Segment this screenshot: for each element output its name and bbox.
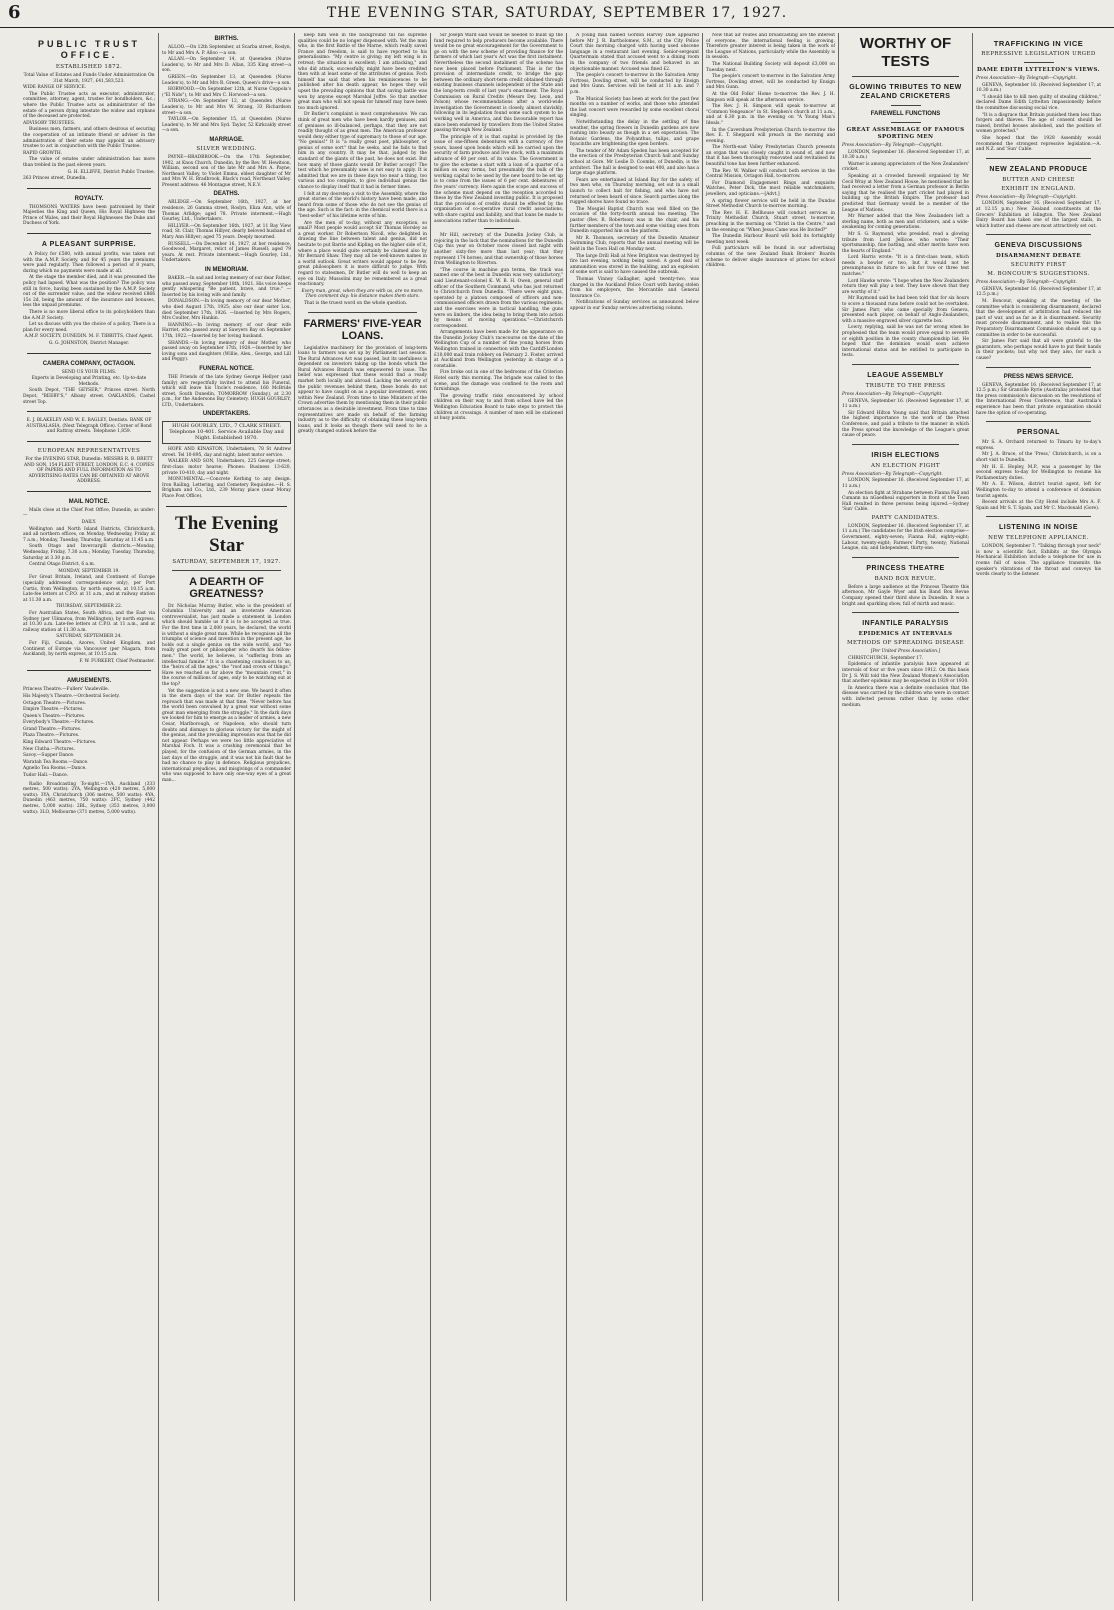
- news-paragraph: The Mosgiel Baptist Church was well filled on the occasion of the forty-fourth annual tea meeting. The pastor (Rev. R. Robertson) was in the chair, and his further members of the town and some visiting ones from Dunedin supported him on the platform.: [570, 206, 699, 235]
- leader-continued: That is the truest word on the whole question.: [304, 300, 408, 306]
- divider: [891, 105, 921, 106]
- nz-produce-subheading: BUTTER AND CHEESE: [1002, 176, 1075, 183]
- mail-line: F. W. FURKERT, Chief Postmaster.: [79, 658, 155, 664]
- surprise-line: G. G. JOHNSTON, District Manager.: [48, 340, 130, 346]
- births-heading: BIRTHS.: [214, 36, 239, 42]
- surprise-line: At the stage the member died, and it was presumed the policy had lapsed. What was the position? The policy was still in force, having been sustained by the A.M.P. Society out of the surrender value, and the widow received £866 15s 2d, being the amount of the insurance and bonuses, less the unpaid premiums.: [23, 275, 155, 309]
- princess-subheading: BAND BOX REVUE.: [874, 575, 937, 582]
- infantile-paragraph: CHRISTCHURCH, September 17.: [848, 655, 924, 661]
- news-paragraph: The North-east Valley Presbyterian Church presents an organ that was closely caught in sound of, and now that it has been thoroughly renovated and revitalised its beautiful tone has been further enhanced.: [706, 145, 835, 168]
- trafficking-paragraph: "I should like to kill men guilty of stealing children," declared Dame Edith Lyttelton impassionedly before the committee discussing social vice.: [976, 94, 1101, 111]
- column-2: [158, 33, 294, 1601]
- irish-paragraph: An election fight at Strabane between Fianna Fail and Cumann na nGaedheal supporters in front of the Town Hall resulted in three persons being injured.—Sydney 'Sun' Cable.: [842, 490, 969, 513]
- pto-line: ADVISORY TRUSTEES.: [23, 120, 76, 126]
- press-byline: Press Association—By Telegraph—Copyright.: [976, 76, 1077, 81]
- divider: [1024, 62, 1054, 63]
- divider: [852, 76, 959, 77]
- memoriam-notice: BAKER.—In sad and loving memory of our dear Father, who passed away, September 18th, 1921. His voice keeps gently whispering "Be patient, brave, and true." —Inserted by his loving wife and family.: [162, 276, 291, 298]
- news-paragraph: Mr Hill, secretary of the Dunedin Jockey Club, is rejoicing in the luck that the nominations for the Dunedin Cup this year on October races closed last night with another sixty-five more than last year; that they represent 174 horses; and that ownership of those horses from Wellington to Riverton.: [434, 233, 563, 267]
- pto-line: RAPID GROWTH.: [23, 150, 63, 156]
- infantile-paragraph: Epidemics of infantile paralysis have appeared at intervals of four or five years since 1912. On this basis Dr J. S. Will told the New Zealand Women's Association that another epidemic may be expected in 1929 or 1930.: [842, 662, 969, 685]
- cricket-paragraph: Lord Hawke wrote: "I hope when the New Zealanders return they will play a test. They have shown that they are worthy of it.": [842, 278, 969, 295]
- news-paragraph: The Rev. J. H. Simpson will speak to-morrow at "Common Vengeance" in St. Stephen's church at 11 a.m., and at 6.30 p.m. in the evening on "A Young Man's Ideals.": [706, 104, 835, 126]
- editorial-date: SATURDAY, SEPTEMBER 17, 1927.: [172, 558, 281, 565]
- amusement-item: Princess Theatre.—Fullers' Vaudeville.: [23, 687, 110, 693]
- euro-heading: EUROPEAN REPRESENTATIVES: [37, 447, 141, 454]
- divider: [27, 353, 151, 354]
- amusement-item: Empire Theatre.—Pictures.: [23, 707, 84, 713]
- trafficking-subheading: REPRESSIVE LEGISLATION URGED: [981, 51, 1096, 57]
- news-paragraph: A spring flower service will be held in the Dundas Street Methodist Church to-morrow morning.: [706, 198, 835, 210]
- news-paragraph: Notwithstanding the delay in the settling of fine weather, the spring flowers in Dunedin gardens are now rushing into beauty as though in a set expectation. The Botanic Gardens, the Polyanthus, tulips, and grape hyacinths are brightening the open borders.: [570, 119, 699, 148]
- amusement-item: Savoy.—Supper Dance.: [23, 753, 75, 759]
- column-7: [838, 33, 972, 1601]
- cricket-paragraph: LONDON, September 16. (Received September 17, at 10.30 a.m.): [842, 149, 969, 161]
- divider: [986, 516, 1091, 517]
- column-6: [702, 33, 838, 1601]
- party-heading: PARTY CANDIDATES.: [871, 514, 940, 521]
- irish-paragraph: LONDON, September 16. (Received September 17, at 11 a.m.): [842, 478, 969, 489]
- press-byline: Press Association—By Telegraph—Copyright.: [842, 391, 943, 397]
- death-notice: RUSSELL.—On December 16, 1927, at her residence, Goodwood, Margaret, relict of James Russell; aged 79 years. At rest. Private interment.—Hugh Gourley, Ltd., Undertakers.: [162, 241, 291, 264]
- death-notice: HILLYER.—On September 16th, 1927, at 11 Bay View road, St. Clair, Thomas Hillyer, dearly beloved husband of Mary Ann Hillyer; aged 75 years. Deeply mourned.: [162, 223, 291, 241]
- divider: [27, 670, 151, 671]
- news-paragraph: At the Old Folks' Home to-morrow the Rev. J. H. Simpson will speak at the afternoon service.: [706, 91, 835, 103]
- amusement-item: Agnello Tea Rooms.—Dance.: [23, 766, 87, 772]
- news-paragraph: Thomas Vinney Gallagher, aged twenty-two, was charged in the Auckland Police Court with having stolen from his employers, the Mercantile and General Insurance Co.: [570, 276, 699, 299]
- newspaper-columns: [20, 33, 1104, 1601]
- news-paragraph: "The course in machine gun terms, the track was named one of the best in Dunedin was very satisfactory," said Lieutenant-colonel K. W. B. H. Owen, general staff officer of the Southern Command, who has just returned to Christchurch from Dunedin. "There were eight guns, operated by a platoon composed of officers and non-commissioned officers drawn from the various regiments, and the exercises were in tactical handling, the guns were on limbers, the idea being to bring them into action by means of moving operations."—Christchurch correspondent.: [434, 267, 563, 329]
- divider: [27, 411, 151, 412]
- column-8: [972, 33, 1104, 1601]
- news-paragraph: A young man named Gordon Harvey Dale appeared before Mr J. R. Bartholomew, S.M., at the City Police Court this morning charged with having used obscene language in a restaurant last evening. Senior-sergeant Quartermain stated that accused went to a dining room in the company of two friends and behaved in an objectionable manner. Accused was fined £2.: [570, 33, 699, 72]
- cricket-paragraph: Warner is among appreciators of the New Zealanders' cricket.: [842, 161, 969, 173]
- camera-line: SEND US YOUR FILMS.: [61, 369, 117, 375]
- press-byline: Press Association—By Telegraph—Copyright.: [842, 143, 943, 148]
- news-paragraph: The people's concert to-morrow in the Salvation Army Fortress, Dowling street, will be conducted by Ensign and Mrs Gunn.: [706, 74, 835, 91]
- marriage-notice: PAYNE—BRADBROOK.—On the 17th September, 1902, at Knox Church, Dunedin, by the Rev. W. Hewitson, William, second son of the late Mr and Mrs A. Payne, Northeast Valley, to Violet Emma, eldest daughter of Mr and Mrs W. H. Bradbrook, Black's road, Northeast Valley. Present address: 46 Montague street, N.E.V.: [162, 154, 291, 188]
- leader-continued: I felt at my doorstep a visit to the Assembly, where the great stories of the world's history have been made, and heard from some of those who do not see the genius of the age. Such is the fact: in the chemical world there is a "best-seller" of his lifetime write of him.: [298, 191, 427, 219]
- cricket-paragraph: Speaking at a crowded farewell organised by Mr Cecil Wray at New Zealand House, he mentioned that he had received a letter from a German professor in Berlin saying that he realised the part cricket had played in building up the British Empire. The professor had predicted that Germany would be a member of the League of Nations.: [842, 173, 969, 213]
- press-byline: Press Association—By Telegraph—Copyright.: [842, 471, 943, 477]
- geneva-subheading: DISARMAMENT DEBATE: [996, 253, 1081, 260]
- leader-paragraph: Yet the suggestion is not a new one. We heard it often in the stern days of the war. Dr Butler repeats the reproach that was made at that time. "Never before has the world been convulsed by a great war without some great man emerging from the struggle." In the dark days we looked for him to emerge as a leader of armies, a new Cesar, Marlborough, or Napoleon, who should turn doubts and dismays to glorious victory for the might of the genius, and the prevailing impression was that he did not appear. Perhaps we were too little appreciative of Marshal Foch. It was a crushing ceremonial that he played, for the confusion of the German armies, in the last days of the struggle, and it was not his fault that he had no chance to play in defence. Religious prejudices, international prejudices, and misgivings of a commander who was supposed to have only one-way eyes of a great man...: [162, 688, 291, 783]
- personal-paragraph: Mr H. E. Hopley, M.P., was a passenger by the second express to-day for Wellington to resume his Parliamentary duties.: [976, 464, 1101, 481]
- league-subheading: TRIBUTE TO THE PRESS: [865, 382, 946, 389]
- cricket-paragraph: Mr S. G. Raymond, who presided, read a glowing tribute from Lord Jellicoe, who wrote: "Their sportsmanship, fine batting, and other merits have won the hearts of England.": [842, 231, 969, 254]
- gourley-ad: HUGH GOURLEY, LTD., 7 CLARK STREET. Telephone 10-401. Service Available Day and Night. Established 1870.: [162, 421, 291, 444]
- nz-produce-paragraph: LONDON, September 16. (Received September 17, at 12.15 p.m.) New Zealand constituents at the Grocers' Exhibition at Islington. The New Zealand Dairy Board has taken one of the largest stalls, in which butter and cheese are most attractively set out.: [976, 201, 1101, 229]
- news-paragraph: The Rev. H. E. Bellhouse will conduct services in Trinity Methodist Church, Stuart street, to-morrow, preaching in the morning on "Christ in the Centre," and in the evening on "When Jesus Came was He Invited?": [706, 210, 835, 233]
- listening-subheading: NEW TELEPHONE APPLIANCE.: [988, 535, 1089, 542]
- camera-line: South Depot, "THE GEYSER," Princes street. North Depot, "BEEBY'S," Albany street. OAKLANDS, Cashel street Top.: [23, 388, 155, 405]
- news-paragraph: Fears are entertained at Island Bay for the safety of two men who, on Thursday morning, set out in a small launch to collect bait for fishing, and who have not returned or been heard of since. Search parties along the rugged shores have found no trace.: [570, 177, 699, 206]
- mail-line: For Great Britain, Ireland, and Continent of Europe (specially addressed correspondence only), per Port Curtis, from Wellington, by north express, at 10.15 a.m. Late-fee letters at C.P.O. at 11 a.m., and at railway station at 11.30 a.m.: [23, 575, 155, 603]
- listening-heading: LISTENING IN NOISE: [998, 524, 1078, 532]
- leader-continued: Are the men of to-day, without any exception, so small? Most people would accept Sir Thomas Horsley as a great worker. Dr Robertson Nicoll, who delighted in drawing the line between talent and genius, did not hesitate to put Barrie and Kipling on the higher side of it, where a place would quite certainly be claimed also by Mr Bernard Shaw. They may all be well-known names in a world outlook. Great writers would appear to be few, great philosophers it is more difficult to judge. With regard to statesmen, Dr Butler will do well to keep an eye on Italy. Mussolini may be remembered as a great reactionary.: [298, 220, 427, 288]
- personal-paragraph: Mr J. A. Bruce, of the 'Press,' Christchurch, is on a short visit to Dunedin.: [976, 452, 1101, 463]
- amusement-item: King Edward Theatre.—Pictures.: [23, 740, 97, 746]
- geneva-subheading-3: M. BONCOUR'S SUGGESTIONS.: [987, 271, 1090, 278]
- leader-continued: Every man, great, when they are with us, are no more. Then comment day: his distance makes them stars.: [301, 288, 424, 300]
- trafficking-paragraph: GENEVA, September 16. (Received September 17, at 10.30 a.m.): [976, 82, 1101, 94]
- geneva-subheading-2: SECURITY FIRST: [1010, 262, 1067, 269]
- deaths-heading: DEATHS.: [213, 191, 240, 198]
- column-3: [294, 33, 430, 1601]
- divider: [172, 570, 281, 571]
- amusement-item: New Clutha.—Pictures.: [23, 746, 75, 752]
- personal-paragraph: Recent arrivals at the City Hotel include Mrs A. F. Spain and Mr S. T. Spain, and Mr C. Macdonald (Gore).: [976, 500, 1101, 511]
- news-paragraph: The growing traffic risks encountered by school children on their way to and from school have led the Wellington Education Board to take steps to protect the children at crossings. A number of men will be stationed at busy points.: [434, 393, 563, 422]
- divider: [484, 228, 514, 229]
- memoriam-notice: DONALDSON.—In loving memory of our dear Mother, who died August 17th, 1925; also our dear sister Lou, died September 17th, 1926. —Inserted by Mrs Rogers, Mrs Coulter, Mrs Hankin.: [162, 299, 291, 322]
- geneva-heading: GENEVA DISCUSSIONS: [994, 242, 1083, 250]
- mail-heading: MAIL NOTICE.: [68, 498, 110, 505]
- geneva-paragraph: GENEVA, September 16. (Received September 17, at 12.5 p.m.): [976, 286, 1101, 298]
- amusement-item: His Majesty's Theatre.—Orchestral Society.: [23, 693, 120, 699]
- mail-line: For Australian States, South Africa, and the East via Sydney (per Ulimaroa, from Wellington), by north express, at 10.30 a.m. Late-fee letters at C.P.O. at 11 a.m., and at railway station at 11.30 a.m.: [23, 610, 155, 633]
- editorial-banner: The Evening Star: [175, 512, 278, 556]
- news-paragraph: Fire broke out in one of the bedrooms of the Criterion Hotel early this morning. The brigade was called to the scene, and the damage was confined to the room and furnishings.: [434, 370, 563, 393]
- infantile-subheading: EPIDEMICS AT INTERVALS: [858, 631, 953, 638]
- memoriam-notice: SHANDS.—In loving memory of dear Mother, who passed away on September 17th, 1928.—Inserted by her loving sons and daughters (Willie, Alex., George, and Lill and Peggy).: [162, 340, 291, 363]
- funeral-heading: FUNERAL NOTICE.: [199, 365, 254, 372]
- divider: [986, 421, 1091, 422]
- press-byline: Press Association—By Telegraph—Copyright.: [976, 280, 1077, 286]
- pto-line: WIDE RANGE OF SERVICE.: [23, 85, 87, 91]
- birth-notice: TAYLOR.—On September 15, at Queenden (Nurse Leaden's), to Mr and Mrs Syd. Taylor, 52 Kirkcaldy street—a son.: [162, 117, 291, 134]
- column-1: [20, 33, 158, 1601]
- divider: [986, 367, 1091, 368]
- birth-notice: GREEN.—On September 13, at Queenden (Nurse Leaden's), to Mr and Mrs R. Green, Queen's drive—a son.: [162, 74, 291, 86]
- mail-line: MONDAY, SEPTEMBER 19.: [58, 568, 120, 574]
- divider: [308, 312, 417, 313]
- pto-line: Total Value of Estates and Funds Under Administration On 31st March, 1927, £41,583,523.: [23, 73, 155, 84]
- camera-heading: CAMERA COMPANY, OCTAGON.: [42, 360, 136, 367]
- surprise-line: A Policy for £500, with annual profits, was taken out with the A.M.P. Society, and for 45 years the premiums were paid regularly. Then followed a period of 8 years, during which no payments were made at all.: [23, 252, 155, 274]
- farewell-subheading: FAREWELL FUNCTIONS: [870, 111, 941, 117]
- cricket-paragraph: Mr Raymond said he had been told that for six hours to score a thousand runs before could not be overtaken. Sir James Parr, who came specially from Geneva, presented each player, on behalf of Anglo-Zealanders, with a massive engraved silver cigarette box.: [842, 296, 969, 324]
- birth-notice: HORWOOD.—On September 12th, at Nurse Coppola's ("El Nido"), to Mr and Mrs C. Horwood—a son.: [162, 87, 291, 98]
- news-paragraph: For Diamond Engagement Rings and exquisite Watches, Peter Dick, the most reliable watchmakers, jewellers, and opticians.—[Advt.]: [706, 180, 835, 198]
- amusements-heading: AMUSEMENTS.: [66, 678, 112, 685]
- mail-line: SATURDAY, SEPTEMBER 24.: [56, 634, 122, 640]
- news-paragraph: The Rev. W. Walker will conduct both services in the Central Mission, Octagon Hall, to-morrow.: [706, 168, 835, 180]
- mail-line: DAILY.: [81, 520, 97, 526]
- surprise-heading: A PLEASANT SURPRISE.: [41, 241, 137, 249]
- newspaper-title: THE EVENING STAR, SATURDAY, SEPTEMBER 17, 1927.: [326, 5, 788, 21]
- press-news-heading: PRESS NEWS SERVICE.: [1003, 373, 1074, 380]
- irish-subheading: AN ELECTION FIGHT: [871, 462, 940, 469]
- assemblage-subheading: GREAT ASSEMBLAGE OF FAMOUS SPORTING MEN: [846, 127, 965, 140]
- princess-heading: PRINCESS THEATRE: [866, 564, 945, 572]
- pto-line: G. H. ELLIFFE, District Public Trustee.: [67, 169, 155, 175]
- news-paragraph: Notifications of Sunday services as announced below appear in our Sunday services advertising column.: [570, 300, 699, 311]
- news-paragraph: The Dunedin Harbour Board will hold its fortnightly meeting next week.: [706, 234, 835, 245]
- pto-line: The value of estates under administration has more than trebled in the past eleven years.: [23, 157, 155, 168]
- league-paragraph: GENEVA, September 16. (Received September 17, at 11 a.m.): [842, 398, 969, 410]
- mail-line: Central Otago District, 6 a.m.: [29, 562, 96, 568]
- masthead: [0, 0, 1114, 28]
- cricket-paragraph: Lowry, replying, said he was not far wrong when he prophesied that the team would prove equal to seventh or eighth position in the county championship list. He hoped that the dominion would soon achieve international status and be entitled to participate in tests.: [842, 325, 969, 359]
- trafficking-paragraph: She hoped that the 1928 Assembly would recommend the strongest repressive legislation.—A. and N.Z. and 'Sun' Cable.: [976, 135, 1101, 153]
- farmers-loans-paragraph: Legislative machinery for the provision of long-term loans to farmers was set up by Parliament last session. The Rural Advances Act was passed, but its usefulness is dependent on investors taking up the bonds which the Rural Advances Branch was empowered to issue. The belief was expressed that these would find a ready market both locally and abroad. Lacking the security of the public revenues behind them, these bonds do not appear to have caught on as a popular investment, even within New Zealand. From time to time Ministers of the Crown advertise them by mentioning them in their public utterances as a desirable investment. From time to time representatives are made on behalf of the farming industry as to the difficulty of obtaining these long-term loans, and it looks as though there will need to be a greatly changed outlook before the: [298, 345, 427, 435]
- amusement-item: Waratah Tea Rooms.—Dance.: [23, 759, 89, 765]
- trafficking-heading: TRAFFICKING IN VICE: [993, 39, 1084, 48]
- pto-line: The Public Trustee acts as executor, administrator, committee, attorney, agent, trustee for bondholders, &c.; where the Public Trustee acts as administrator of the estate of a person dying intestate the widow and orphans of the deceased are protected.: [23, 91, 155, 120]
- surprise-line: A.M.P. SOCIETY, DUNEDIN. M. F. TIBBITTS, Chief Agent.: [24, 334, 154, 340]
- divider: [852, 364, 959, 365]
- league-heading: LEAGUE ASSEMBLY: [867, 371, 944, 379]
- birth-notice: STRANG.—On September 12, at Queenden (Nurse Leaden's), to Mr and Mrs W. Strang, 33 Richardson street—a son.: [162, 99, 291, 116]
- press-byline: Press Association—By Telegraph—Copyright.: [976, 194, 1077, 200]
- mail-line: Mails close at the Chief Post Office, Dunedin, as under:—: [23, 507, 155, 519]
- divider: [166, 506, 287, 507]
- amusement-item: Tudor Hall.—Dance.: [23, 773, 69, 779]
- divider: [986, 158, 1091, 159]
- divider: [852, 612, 959, 613]
- nz-produce-heading: NEW ZEALAND PRODUCE: [989, 165, 1088, 173]
- irish-heading: IRISH ELECTIONS: [871, 451, 940, 459]
- walker-ad: WALKER AND SON, Undertakers, 225 George street; first-class motor hearse; Phones: Business 13-620, private 10-410, day and night.: [162, 459, 291, 476]
- monumental-ad: MONUMENTAL.—Concrete Kerbing to any design. Iron Railing, Lettering, and Cemetery Requisites.—H. S. Brigham and Co., Ltd., 239 Moray place (near Moray Place Post Office).: [162, 477, 291, 499]
- euro-body: For the EVENING STAR, Dunedin: MESSRS R. B. BRETT AND SON, 154 FLEET STREET, LONDON, E.C. 4. COPIES OF PAPERS AND FULL INFORMATION AS TO ADVERTISING RATES CAN BE OBTAINED AT ABOVE ADDRESS.: [24, 456, 154, 485]
- trafficking-subheading-2: DAME EDITH LYTTELTON'S VIEWS.: [977, 67, 1100, 73]
- funeral-notice: THE Friends of the late Sydney George Hellyer (and family) are respectfully invited to attend his Funeral, which will leave his Uncle's residence, 160 McBride street, South Dunedin, TOMORROW (Sunday), at 2.30 p.m., for the Andersons Bay Cemetery. HUGH GOURLEY, LTD., Undertakers.: [162, 374, 291, 408]
- personal-paragraph: Mr A. E. Wilson, district tourist agent, left for Wellington to-day to attend a conference of dominion tourist agents.: [976, 482, 1101, 499]
- nz-produce-subheading-2: EXHIBIT IN ENGLAND.: [1001, 185, 1076, 192]
- leader-continued: Dr Butler's complaint is most comprehensive. We can think of great men who have been hardly geniuses, and of geniuses so ill-balanced, perhaps, that they are not readily thought of as great men. The American professor would deny either type of supremacy to those of our age. "No genius!" It is "a really great poet, philosopher, or genius of some sort" that he seeks, and he fails to find him in any country. It may be that, judged by the standard of the giants of the past, he does not exist. But how many of those giants would Dr Butler accept? The test which he presumably uses is not easy to apply. It is admitted that we are in these days too near a thing, too various and too complex, to give individual genius the chance to display itself that it had in former times.: [298, 112, 427, 191]
- divider: [27, 233, 151, 234]
- news-paragraph: Mr R. Thomson, secretary of the Dunedin Amateur Swimming Club, reports that the annual meeting will be held in the Town Hall on Monday next.: [570, 235, 699, 252]
- geneva-paragraph: M. Boncour, speaking at the meeting of the committee which is considering disarmament, declared that the development of arbitration had reduced the pact of war, and as far as it is disarmament. Security must precede disarmament, and to realise this the Preparatory Disarmament Commission should set up a committee in order to be successful.: [976, 299, 1101, 338]
- cricket-paragraph: Mr Warner added that the New Zealanders left a sterling name, both as men and cricketers, and a wide-awakening for coming generations.: [842, 214, 969, 231]
- hope-ad: HOPE AND KINASTON, Undertakers, 78 St Andrew street. Tel 10-895, day and night; latest motor service.: [162, 447, 291, 458]
- news-paragraph: Full particulars will be found in our advertising columns of the new Zealand Bank Brokers' Boards scheme to deliver single insurance of prizes for school children.: [706, 246, 835, 269]
- farmers-loans-heading: FARMERS' FIVE-YEAR LOANS.: [303, 317, 422, 342]
- marriage-heading: MARRIAGE.: [209, 136, 244, 143]
- league-paragraph: Sir Edward Hilton Young said that Britain attached the highest importance to the work of the Press Conference, and paid a tribute to the manner in which the Press spread the knowledge of the League's great cause of peace.: [842, 410, 969, 439]
- amusement-item: Plaza Theatre.—Pictures.: [23, 733, 80, 739]
- divider: [27, 491, 151, 492]
- amusement-item: Octagon Theatre.—Pictures.: [23, 700, 87, 706]
- royalty-body: THOMSONS WATERS have been patronised by their Majesties the King and Queen, His Royal Highness the Prince of Wales, and their Royal Highnesses the Duke and Duchess of York.: [23, 204, 155, 227]
- party-paragraph: LONDON, September 16. (Received September 17, at 11 a.m.) The candidates for the Irish election comprise—Government, eighty-seven; Fianna Fail, eighty-eight; Labour, twenty-eight; Farmers' Party, twenty; National League, six; and Independent, thirty-one.: [842, 523, 969, 552]
- amusement-item: Everybody's Theatre.—Pictures.: [23, 720, 95, 726]
- amusement-item: Grand Theatre.—Pictures.: [23, 726, 82, 732]
- pto-line: Business men, farmers, and others desirous of securing the cooperation of an intimate friend or adviser in the administration of their estate may appoint an advisory trustee to act in conjunction with the Public Trustee.: [23, 127, 155, 150]
- news-paragraph: In the Caversham Presbyterian Church to-morrow the Rev. E. T. Sheppard will preach in the morning and evening.: [706, 127, 835, 144]
- cricket-paragraph: Lord Harris wrote: "It is a first-class team, which needs a bowler or two, but it would not be presumptuous in future to ask for two or three test matches.": [842, 255, 969, 278]
- public-trust-established: ESTABLISHED 1872.: [55, 64, 123, 70]
- personal-heading: PERSONAL: [1017, 429, 1060, 437]
- trafficking-paragraph: "It is a disgrace that Britain punished them less than forgers and thieves. The age of consent should be raised, brothel houses abolished, and the position of women protected.": [976, 112, 1101, 135]
- undertakers-heading: UNDERTAKERS.: [202, 411, 251, 418]
- memoriam-notice: HANNING.—In loving memory of our dear wife Harriet, who passed away at Sawyers Bay on September 17th, 1922.—Inserted by her loving husband.: [162, 322, 291, 339]
- mail-line: Wellington and North Island Districts, Christchurch, and all northern offices, on Monday, Wednesday, Friday at 7 a.m.; Monday, Tuesday, Thursday, Saturday at 11.45 a.m.: [23, 526, 155, 543]
- marriage-subheading: SILVER WEDDING.: [196, 145, 257, 152]
- geneva-paragraph: Sir James Parr said that all were grateful to the guarantors, who perhaps would have to put their hands in their pockets; but why not they also, for such a cause?: [976, 339, 1101, 361]
- divider: [27, 188, 151, 189]
- personal-paragraph: Mr S. A. Orchard returned to Timaru by to-day's express.: [976, 440, 1101, 451]
- mail-line: For Fiji, Canada, Azores, United Kingdom, and Continent of Europe via Vancouver (per Niagara, from Auckland), by north express, at 10.15 a.m.: [23, 640, 155, 658]
- news-paragraph: Sir Joseph Ward said would be needed to build up the fund required to help producers become available. There would be no great encouragement for the Government to go on with the new scheme of providing finance for the farmers of which last year's Act was the first instalment. Nevertheless the second instalment of the scheme has now been placed before Parliament. This is for the provision of intermediate credit, to bridge the gap between the ordinary short-term credit obtained through existing business channels independent of the State and the long-term credit of last year's enactment. The Royal Commission on Rural Credits (Messrs Dey, Leon, and Polson) whose recommendations after a world-wide investigation the Government is closely, almost slavishly, following in its legislation found some such system to be working well in America, and this favourable report has since been endorsed by travellers from the United States passing through New Zealand.: [434, 33, 563, 134]
- infantile-paragraph: In America there was a definite conclusion that the disease was carried by the children who were in contact with infected persons rather than by some other medium.: [842, 685, 969, 708]
- divider: [852, 444, 959, 445]
- princess-paragraph: Before a large audience at the Princess Theatre this afternoon, Mr Gayle Wyer and his Band Box Revue Company opened their third show in Dunedin. It was a bright and sparkling show, full of mirth and music.: [842, 584, 969, 607]
- listening-paragraph: LONDON, September 7. "Talking through your neck" is now a scientific fact. Exhibits at the Olympia Mechanical Exhibition include a telephone for use in rooms full of noise. The appliance transmits the speaker's vibrations of the throat and conveys his words clearly to the listener.: [976, 544, 1101, 578]
- camera-line: Experts in Developing and Printing, etc. Up-to-date Methods.: [31, 376, 147, 387]
- surprise-line: Let us discuss with you the choice of a policy. There is a plan for every need.: [23, 322, 155, 333]
- mail-line: THURSDAY, SEPTEMBER 22.: [55, 604, 123, 610]
- royalty-heading: ROYALTY.: [74, 195, 104, 202]
- death-notice: ARLIDGE.—On September 16th, 1927, at her residence, 26 Gamma street, Roslyn, Eliza Ann, wife of Thomas Arlidge; aged 78. Private interment.—Hugh Gourley, Ltd., Undertakers.: [162, 200, 291, 223]
- amusement-item: Queen's Theatre.—Pictures.: [23, 713, 86, 719]
- worthy-of-tests-heading: WORTHY OF TESTS: [859, 35, 952, 70]
- news-paragraph: The Musical Society has been at work for the past few months on a number of works, and those who attended the last concert were rewarded by some excellent choral singing.: [570, 96, 699, 119]
- news-paragraph: Now that air routes and broadcasting are the interest of everyone, the international feeling is growing. Therefore greater interest is being taken in the work of the League of Nations, particularly while the Assembly is in session.: [706, 33, 835, 61]
- news-paragraph: The principle of it is that capital is provided by the issue of one-fifteen debentures with a currency of five years, based upon bonds which will be carried upon the security of farm produce and live stock, with a maximum advance of 60 per cent. of its value. The Government is to give the scheme a start with a loan of a quarter of a million on easy terms, but presumably the bulk of the working capital to be used by the new board to be set up is to come from the issues of 6 per cent. debentures of five years' currency. Here again the scope and success of the scheme must depend on the reception accorded to these by the New Zealand investing public. It is proposed that the provision of credits should be effected by the organisation of co-operative rural credit associations, with share capital and liability, and that loans be made to associations rather than to individuals.: [434, 134, 563, 224]
- blakeley-ad: E. J. BLAKELEY AND W. E. BAGLEY, Dentists. BANK OF AUSTRALASIA, (Next Telegraph Office). Corner of Bond and Rattray streets. Telephone 1,859.: [26, 418, 152, 435]
- divider: [27, 441, 151, 442]
- press-byline: [Per United Press Association.]: [870, 649, 941, 655]
- worthy-subheading: GLOWING TRIBUTES TO NEW ZEALAND CRICKETERS: [849, 84, 962, 100]
- news-paragraph: Arrangements have been made for the appearance on the Dunedin Jockey Club's racecourse on the date of the Wellington Cup of a number of fine young horses from Wellington trained in connection with the Cardiff-London £10,000 mail train robbery on February 2. Foster, arrived at Auckland from Wellington yesterday in charge of a constable.: [434, 330, 563, 369]
- surprise-line: There is no more liberal office to its policyholders than the A.M.P. Society.: [23, 310, 155, 321]
- infantile-subheading-2: METHODS OF SPREADING DISEASE: [846, 640, 965, 647]
- pto-line: 263 Princes street, Dunedin.: [23, 176, 87, 182]
- news-paragraph: The people's concert to-morrow in the Salvation Army Fortress, Dowling street, will be conducted by Ensign and Mrs Gunn. Services will be held at 11 a.m. and 7 p.m.: [570, 73, 699, 95]
- birth-notice: ALLAN.—On September 14, at Queenden (Nurse Leaden's), to Mr and Mrs D. Allan, 335 King street—a son.: [162, 57, 291, 74]
- leader-heading: A DEARTH OF GREATNESS?: [189, 575, 264, 600]
- news-paragraph: The tender of Mr Adam Speden has been accepted for the erection of the Presbyterian Church hall and Sunday school at Gore. Mr Leslie D. Coombs, of Dunedin, is the architect. The hall is designed to seat 400, and also has a large stage platform.: [570, 148, 699, 177]
- memoriam-heading: IN MEMORIAM.: [204, 267, 249, 273]
- column-4: [430, 33, 566, 1601]
- radio-notice: Radio Broadcasting To-night.—1YA, Auckland (333 metres, 500 watts): 2YA, Wellington (420 metres, 5,000 watts): 3YA, Christchurch (306 metres, 500 watts): 4YA, Dunedin (463 metres, 750 watts): 2FC, Sydney (442 metres, 5,000 watts): 2BL, Sydney (353 metres, 3,000 watts): 3LO, Melbourne (371 metres, 5,000 watts).: [23, 781, 155, 815]
- column-5: [566, 33, 702, 1601]
- news-paragraph: The large Drill Hall at New Brighton was destroyed by fire last evening, nothing being saved. A good deal of ammunition was stored in the building, and an explosion of some sort is said to have caused the outbreak.: [570, 253, 699, 276]
- leader-paragraph: Dr. Nicholas Murray Butler, who is the president of Columbia University and an inveterate American controversialist, has just made a statement in London which should humble us if it is to be accepted as true. For the first time in 2,000 years, he declared, the world is without a single great man. While he recognises all the triumphs of science and invention in the present age, he holds out a single genius on the wide world, and "no really great poet or philosopher who dwarfs his fellow-men." The world, he believes, is "suffering from an intellectual famine." It is a chastening conclusion to us, the "heirs of all the ages," the "roof and crown of things." Have we reached so far above the "mountain crest," in the course of millions of ages, only to be watching out at the top?: [162, 603, 291, 687]
- press-news-paragraph: GENEVA, September 16. (Received September 17, at 12.5 p.m.) Sir Granville Ryrie (Australia) protested that the press commission's discussion on the resolutions of the International Press Conference, that Australia's experience has been that private organisation should have the option of co-operating.: [976, 382, 1101, 416]
- news-paragraph: The National Building Society will deposit £3,000 on Tuesday next.: [706, 61, 835, 73]
- divider: [986, 234, 1091, 235]
- divider: [891, 122, 921, 123]
- public-trust-heading: PUBLIC TRUST OFFICE.: [38, 39, 140, 60]
- infantile-heading: INFANTILE PARALYSIS: [862, 620, 949, 628]
- leader-continued: keep him well in the background till his supreme qualities could be no longer dispensed with. Yet the man who, in the first Battle of the Marne, which really saved France and freedom, is said to have reported to his generalissimo: "My centre is giving; my left wing is in retreat; the situation is excellent; I am attacking," and who did attack, successfully, might have been credited then with at least some of the attributes of genius. Foch himself has said that when his reminiscences to be published after his death appear, he hopes they will upset the prevailing opinions that that saving battle was won by anyone except Marshal Joffre. So that another great man who will not speak for himself may have been too much ignored.: [298, 33, 427, 111]
- page-number: 6: [8, 2, 21, 23]
- birth-notice: ALLOO.—On 12th September, at Scarba street, Roslyn, to Mr and Mrs A. P. Alloo —a son.: [162, 45, 291, 56]
- mail-line: South Otago and Invercargill districts.—Monday, Wednesday, Friday, 7.30 a.m.; Monday, Tuesday, Thursday, Saturday at 3.30 p.m.: [23, 544, 155, 561]
- divider: [852, 557, 959, 558]
